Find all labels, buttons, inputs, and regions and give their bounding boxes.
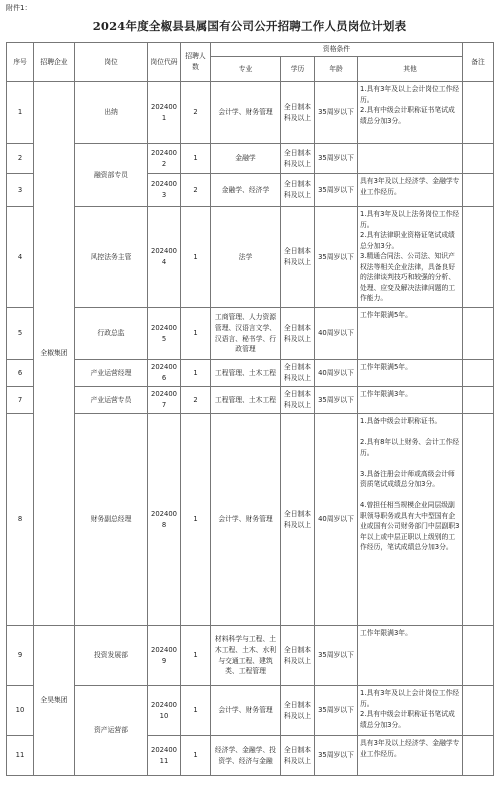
major-cell: 会计学、财务管理 <box>211 82 281 144</box>
position-cell: 出纳 <box>75 82 148 144</box>
code-cell: 2024007 <box>148 387 181 414</box>
count-cell: 1 <box>181 686 211 736</box>
remarks-cell <box>463 626 494 686</box>
header-other: 其他 <box>358 57 463 82</box>
count-cell: 1 <box>181 414 211 626</box>
seq-cell: 5 <box>7 308 34 360</box>
header-count: 招聘人数 <box>181 43 211 82</box>
age-cell: 40周岁以下 <box>315 414 358 626</box>
major-cell: 工商管理、人力资源管理、汉语言文学、汉语言、秘书学、行政管理 <box>211 308 281 360</box>
remarks-cell <box>463 414 494 626</box>
age-cell: 35周岁以下 <box>315 626 358 686</box>
age-cell: 35周岁以下 <box>315 207 358 308</box>
remarks-cell <box>463 144 494 174</box>
other-cell: 工作年限满5年。 <box>358 360 463 387</box>
table-row <box>7 414 494 626</box>
count-cell: 1 <box>181 736 211 776</box>
table-row <box>7 207 494 308</box>
code-cell: 2024005 <box>148 308 181 360</box>
education-cell: 全日制本科及以上 <box>281 626 315 686</box>
seq-cell: 10 <box>7 686 34 736</box>
age-cell: 35周岁以下 <box>315 387 358 414</box>
code-cell: 20240011 <box>148 736 181 776</box>
other-cell: 1.具有3年及以上法务岗位工作经历。 2.具有法律职业资格证笔试成绩总分加3分。 3.精通合同法、公司法、知识产权法等相关企业法律，具备良好的法律谈判技巧和较强的分析、处理、应变及解决法律问题的工作能力。 <box>358 207 463 308</box>
count-cell: 2 <box>181 387 211 414</box>
table-row <box>7 387 494 414</box>
major-cell: 材料科学与工程、土木工程、土木、水利与交通工程、建筑类、工程管理 <box>211 626 281 686</box>
table-row <box>7 144 494 174</box>
age-cell: 35周岁以下 <box>315 736 358 776</box>
education-cell: 全日制本科及以上 <box>281 308 315 360</box>
other-cell: 1.具有3年及以上会计岗位工作经历。 2.具有中级会计职称证书笔试成绩总分加3分。 <box>358 82 463 144</box>
header-major: 专业 <box>211 57 281 82</box>
major-cell: 会计学、财务管理 <box>211 414 281 626</box>
seq-cell: 7 <box>7 387 34 414</box>
seq-cell: 4 <box>7 207 34 308</box>
table-row <box>7 626 494 686</box>
remarks-cell <box>463 736 494 776</box>
age-cell: 40周岁以下 <box>315 308 358 360</box>
header-qualifications: 资格条件 <box>211 43 463 57</box>
major-cell: 金融学、经济学 <box>211 174 281 207</box>
age-cell: 35周岁以下 <box>315 174 358 207</box>
count-cell: 1 <box>181 308 211 360</box>
education-cell: 全日制本科及以上 <box>281 174 315 207</box>
age-cell: 35周岁以下 <box>315 144 358 174</box>
education-cell: 全日制本科及以上 <box>281 686 315 736</box>
header-row-1 <box>7 43 494 57</box>
remarks-cell <box>463 308 494 360</box>
education-cell: 全日制本科及以上 <box>281 144 315 174</box>
other-cell: 具有3年及以上经济学、金融学专业工作经历。 <box>358 736 463 776</box>
position-cell: 财务副总经理 <box>75 414 148 626</box>
education-cell: 全日制本科及以上 <box>281 736 315 776</box>
code-cell: 2024003 <box>148 174 181 207</box>
other-cell: 1.具备中级会计职称证书。 2.具有8年以上财务、会计工作经历。 3.具备注册会计师或高级会计师资质笔试成绩总分加3分。 4.曾担任相当规模企业同层级副职领导职务或具有大中型国有企业或国有公司财务部门中层副职3年以上或中层正职以上级别的工作经历，笔试成绩总分加3分。 <box>358 414 463 626</box>
remarks-cell <box>463 82 494 144</box>
code-cell: 2024006 <box>148 360 181 387</box>
remarks-cell <box>463 387 494 414</box>
position-cell: 风控法务主管 <box>75 207 148 308</box>
major-cell: 会计学、财务管理 <box>211 686 281 736</box>
count-cell: 2 <box>181 82 211 144</box>
other-cell: 工作年限满5年。 <box>358 308 463 360</box>
major-cell: 工程管理、土木工程 <box>211 360 281 387</box>
table-row <box>7 308 494 360</box>
other-cell <box>358 144 463 174</box>
code-cell: 2024001 <box>148 82 181 144</box>
other-cell: 1.具有3年及以上会计岗位工作经历。 2.具有中级会计职称证书笔试成绩总分加3分。 <box>358 686 463 736</box>
table-row <box>7 82 494 144</box>
seq-cell: 9 <box>7 626 34 686</box>
position-cell: 产业运营专员 <box>75 387 148 414</box>
header-age: 年龄 <box>315 57 358 82</box>
education-cell: 全日制本科及以上 <box>281 82 315 144</box>
seq-cell: 8 <box>7 414 34 626</box>
seq-cell: 6 <box>7 360 34 387</box>
education-cell: 全日制本科及以上 <box>281 207 315 308</box>
position-cell: 投资发展部 <box>75 626 148 686</box>
attachment-label: 附件1： <box>6 4 32 12</box>
other-cell: 工作年限满3年。 <box>358 387 463 414</box>
count-cell: 2 <box>181 174 211 207</box>
education-cell: 全日制本科及以上 <box>281 414 315 626</box>
other-cell: 工作年限满3年。 <box>358 626 463 686</box>
remarks-cell <box>463 174 494 207</box>
education-cell: 全日制本科及以上 <box>281 387 315 414</box>
count-cell: 1 <box>181 626 211 686</box>
position-cell: 行政总监 <box>75 308 148 360</box>
seq-cell: 1 <box>7 82 34 144</box>
remarks-cell <box>463 207 494 308</box>
age-cell: 35周岁以下 <box>315 686 358 736</box>
position-cell: 资产运营部 <box>75 686 148 776</box>
recruitment-plan-table <box>6 42 494 776</box>
code-cell: 20240010 <box>148 686 181 736</box>
age-cell: 40周岁以下 <box>315 360 358 387</box>
page-title: 2024年度全椒县县属国有公司公开招聘工作人员岗位计划表 <box>92 19 407 33</box>
position-cell: 融资部专员 <box>75 144 148 207</box>
table-row <box>7 360 494 387</box>
count-cell: 1 <box>181 144 211 174</box>
count-cell: 1 <box>181 360 211 387</box>
major-cell: 法学 <box>211 207 281 308</box>
code-cell: 2024002 <box>148 144 181 174</box>
header-remarks: 备注 <box>463 43 494 82</box>
header-code: 岗位代码 <box>148 43 181 82</box>
major-cell: 经济学、金融学、投资学、经济与金融 <box>211 736 281 776</box>
remarks-cell <box>463 360 494 387</box>
major-cell: 工程管理、土木工程 <box>211 387 281 414</box>
code-cell: 2024004 <box>148 207 181 308</box>
age-cell: 35周岁以下 <box>315 82 358 144</box>
seq-cell: 11 <box>7 736 34 776</box>
code-cell: 2024009 <box>148 626 181 686</box>
header-position: 岗位 <box>75 43 148 82</box>
education-cell: 全日制本科及以上 <box>281 360 315 387</box>
table-row <box>7 686 494 736</box>
count-cell: 1 <box>181 207 211 308</box>
position-cell: 产业运营经理 <box>75 360 148 387</box>
header-company: 招聘企业 <box>34 43 75 82</box>
header-education: 学历 <box>281 57 315 82</box>
company-cell: 全昊集团 <box>34 626 75 776</box>
seq-cell: 3 <box>7 174 34 207</box>
seq-cell: 2 <box>7 144 34 174</box>
company-cell: 全椒集团 <box>34 82 75 626</box>
remarks-cell <box>463 686 494 736</box>
header-seq: 序号 <box>7 43 34 82</box>
other-cell: 具有3年及以上经济学、金融学专业工作经历。 <box>358 174 463 207</box>
major-cell: 金融学 <box>211 144 281 174</box>
code-cell: 2024008 <box>148 414 181 626</box>
